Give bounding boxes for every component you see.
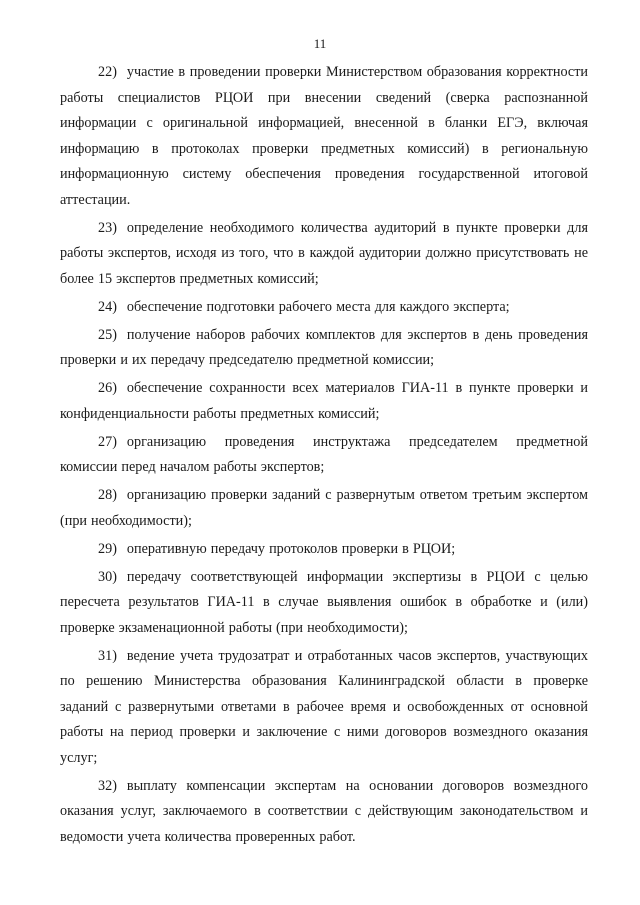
item-number: 24) [98, 298, 117, 315]
item-text: ведение учета трудозатрат и отработанных часов экспертов, участвующих по решению Министерства образования Калининградской области в проверке заданий с развернутыми ответами в рабочее время и освобожденных от основной работы на период проверки и заключение с ними договоров возмездного оказания услуг; [60, 647, 588, 766]
page-number: 11 [313, 36, 327, 51]
list-item-26 [60, 376, 588, 427]
item-text: передачу соответствующей информации экспертизы в РЦОИ с целью пересчета результатов ГИА-11 в случае выявления ошибок в обработке и (или) проверке экзаменационной работы (при необходимости); [60, 568, 588, 636]
list-item-23 [60, 216, 588, 293]
item-text: участие в проведении проверки Министерством образования корректности работы специалистов РЦОИ при внесении сведений (сверка распознанной информации с оригинальной информацией, внесенной в бланки ЕГЭ, включая информацию в протоколах проверки предметных комиссий) в региональную информационную систему обеспечения проведения государственной итоговой аттестации. [60, 64, 588, 208]
list-item-31 [60, 644, 588, 772]
item-number: 32) [98, 777, 117, 794]
list-item-30 [60, 565, 588, 642]
list-item-28 [60, 483, 588, 534]
document-body [60, 60, 588, 853]
list-item-32 [60, 774, 588, 851]
item-number: 31) [98, 647, 117, 664]
list-item-22 [60, 60, 588, 213]
list-item-29 [60, 537, 588, 563]
item-text: получение наборов рабочих комплектов для экспертов в день проведения проверки и их передачу председателю предметной комиссии; [60, 326, 588, 368]
item-number: 30) [98, 568, 117, 585]
item-text: организацию проведения инструктажа председателем предметной комиссии перед началом работы экспертов; [60, 433, 588, 475]
item-number: 23) [98, 219, 117, 236]
item-number: 25) [98, 326, 117, 343]
item-number: 27) [98, 433, 117, 450]
item-text: организацию проверки заданий с развернутым ответом третьим экспертом (при необходимости); [60, 487, 588, 529]
item-number: 29) [98, 540, 117, 557]
item-text: определение необходимого количества аудиторий в пункте проверки для работы экспертов, исходя из того, что в каждой аудитории должно присутствовать не более 15 экспертов предметных комиссий; [60, 219, 588, 287]
list-item-25 [60, 323, 588, 374]
item-text: обеспечение сохранности всех материалов ГИА-11 в пункте проверки и конфиденциальности работы предметных комиссий; [60, 380, 588, 422]
item-text: обеспечение подготовки рабочего места для каждого эксперта; [126, 298, 510, 315]
list-item-24 [60, 295, 588, 321]
list-item-27 [60, 430, 588, 481]
item-text: выплату компенсации экспертам на основании договоров возмездного оказания услуг, заключаемого в соответствии с действующим законодательством и ведомости учета количества проверенных работ. [60, 777, 588, 845]
item-text: оперативную передачу протоколов проверки в РЦОИ; [126, 540, 456, 557]
item-number: 26) [98, 380, 117, 396]
item-number: 28) [98, 487, 117, 503]
item-number: 22) [98, 64, 117, 80]
